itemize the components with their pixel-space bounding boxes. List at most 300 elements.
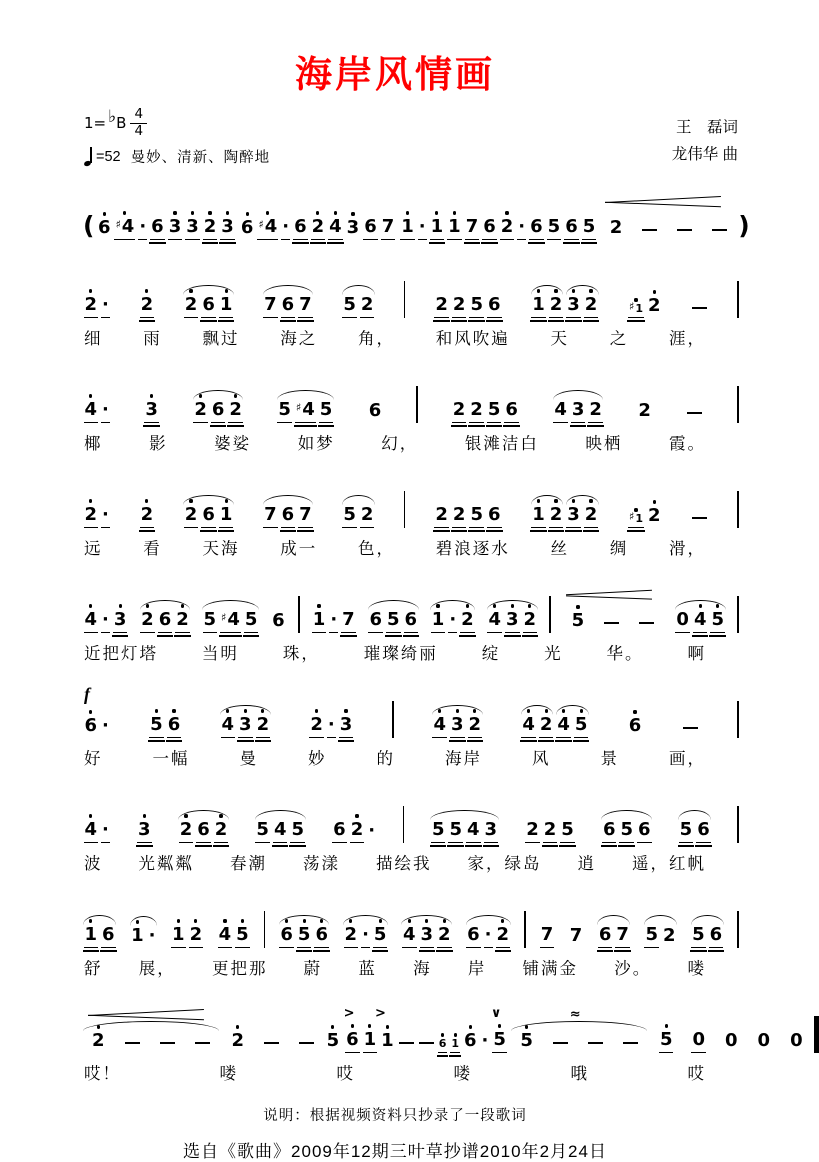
note-digit: 5	[691, 925, 706, 948]
note-group	[262, 497, 315, 528]
note-digit: ·	[418, 217, 427, 240]
note	[350, 812, 365, 843]
note-group	[562, 603, 665, 633]
octave-dot	[145, 499, 148, 502]
sharp-icon: ♯	[629, 300, 635, 313]
note-digit: 5	[582, 217, 597, 240]
hairpin-line	[605, 202, 720, 208]
barline	[264, 911, 266, 948]
note-group	[465, 917, 512, 948]
music-line	[82, 579, 740, 664]
note	[452, 287, 467, 318]
lyric-syllable: 遥，红帆	[632, 855, 706, 873]
note-digit: 2	[638, 400, 651, 421]
note-digit: 6	[404, 610, 419, 633]
note-digit: ·	[138, 217, 147, 240]
barline	[737, 386, 739, 423]
note	[144, 392, 159, 423]
note	[682, 719, 699, 738]
note-digit	[603, 622, 620, 633]
note-digit	[263, 1042, 280, 1053]
note-digit: 1	[171, 925, 186, 948]
lyric-syllable: 铺满金	[522, 960, 579, 978]
lyric-syllable: 展，	[138, 960, 176, 978]
duration-dash	[160, 1042, 175, 1044]
octave-dot	[191, 211, 194, 214]
source-line: 选自《歌曲》2009年12期三叶草抄谱2010年2月24日	[183, 1142, 607, 1161]
note	[529, 209, 544, 240]
lyric-syllable: 蓝	[358, 960, 377, 978]
note-digit	[418, 1042, 435, 1053]
lyric-syllable: 沙。	[614, 960, 652, 978]
note-digit: 6	[628, 715, 642, 736]
note-digit: 2	[549, 295, 564, 318]
note-digit: ·	[101, 820, 110, 843]
lyric-syllable: 海岸	[445, 750, 482, 768]
credits-block	[672, 114, 738, 168]
note-group	[129, 918, 158, 948]
duration-dash	[692, 517, 707, 519]
crescendo-hairpin	[88, 1010, 204, 1021]
note-group	[136, 812, 154, 843]
note-group	[82, 917, 117, 948]
octave-dot	[266, 211, 269, 214]
note	[691, 299, 708, 318]
octave-dot	[653, 290, 656, 293]
note-group	[600, 210, 738, 240]
note-digit: ·	[101, 505, 110, 528]
octave-dot	[331, 1025, 334, 1028]
note	[84, 812, 99, 843]
note	[469, 497, 484, 528]
note	[326, 1023, 341, 1053]
note-digit: 3	[484, 820, 499, 843]
note	[140, 497, 155, 528]
note	[293, 209, 308, 240]
note	[101, 497, 110, 528]
note-group	[341, 497, 376, 528]
note	[363, 1022, 378, 1053]
note-digit: 6	[158, 610, 173, 633]
note-group	[433, 497, 503, 528]
note	[469, 392, 484, 423]
note-digit: 3	[238, 715, 253, 738]
note	[203, 209, 218, 240]
note-group	[450, 392, 520, 423]
barline	[737, 596, 739, 633]
note	[482, 209, 497, 240]
note-group	[341, 287, 376, 318]
note-group	[184, 209, 202, 240]
music-line	[82, 684, 740, 769]
note-digit: 3	[505, 610, 520, 633]
note	[329, 602, 338, 633]
lyricist-credit: 王 磊词	[675, 119, 738, 136]
note-digit: 7	[465, 217, 480, 240]
lyric-syllable: 蔚	[303, 960, 323, 978]
lyric-syllable: 滑，	[669, 540, 706, 558]
note-digit: 5	[710, 610, 725, 633]
octave-dot	[386, 1025, 389, 1028]
notation-row	[82, 579, 740, 633]
note-group	[138, 287, 156, 318]
note-digit: ·	[148, 925, 156, 946]
note-digit: 1	[400, 217, 415, 240]
note-digit: 5	[560, 820, 575, 843]
note-digit: 1	[131, 925, 144, 946]
note-digit: 5	[492, 1030, 507, 1053]
note	[240, 210, 255, 240]
note	[138, 209, 147, 240]
note-group	[82, 708, 111, 738]
note-group	[545, 209, 598, 240]
note-digit: 6	[240, 217, 254, 238]
note-group	[429, 602, 476, 633]
lyric-syllable: 哎	[336, 1065, 355, 1083]
lyric-row	[82, 640, 740, 664]
note-digit: ·	[368, 820, 376, 841]
note	[569, 918, 584, 948]
notation-row	[82, 369, 740, 423]
note	[504, 392, 519, 423]
note-digit: ♯ 4	[257, 217, 278, 240]
note-digit: 2	[525, 820, 540, 843]
note-digit: ♯ 4	[295, 400, 316, 423]
note-group	[524, 812, 577, 843]
note	[552, 1034, 569, 1053]
time-signature	[130, 107, 147, 139]
lyric-syllable: 看	[143, 540, 162, 558]
note	[757, 1023, 772, 1053]
lyric-syllable: 银滩洁白	[464, 435, 539, 453]
note-digit: 6	[281, 505, 296, 528]
note-digit: 1	[312, 610, 327, 633]
note-digit: 2	[360, 505, 375, 528]
note	[346, 210, 361, 240]
note-group	[690, 509, 710, 528]
note-digit: 3	[450, 715, 465, 738]
note-digit: 4	[521, 715, 536, 738]
note-group	[82, 497, 111, 528]
octave-dot	[406, 211, 409, 214]
note	[452, 497, 467, 528]
octave-dot	[351, 1024, 354, 1027]
note-group	[324, 1023, 342, 1053]
note-digit: 6	[466, 925, 481, 948]
note	[659, 1022, 674, 1053]
note-group	[148, 707, 183, 738]
note-digit: 1	[431, 610, 446, 633]
note-digit: 4	[432, 715, 447, 738]
note	[492, 1022, 507, 1053]
notation-row	[82, 789, 740, 843]
note	[194, 1034, 211, 1053]
note-group	[276, 392, 335, 423]
note-digit: 5	[487, 400, 502, 423]
note-group	[82, 392, 111, 423]
lyric-syllable: 家，绿岛	[467, 855, 542, 873]
note-digit: ♯ 4	[114, 217, 135, 240]
note-digit: 4	[221, 715, 236, 738]
note-digit	[691, 517, 708, 528]
note	[150, 209, 165, 240]
time-numerator: 4	[130, 107, 147, 124]
octave-dot	[89, 814, 92, 817]
note-group	[82, 287, 111, 318]
note	[525, 812, 540, 843]
duration-dash	[692, 307, 707, 309]
sharp-icon: ♯	[295, 401, 302, 414]
lyric-syllable: 更把那	[211, 960, 268, 978]
note-digit: ·	[327, 715, 336, 738]
ornament-mark: ∨	[490, 1006, 510, 1021]
octave-dot	[241, 919, 244, 922]
note-digit: 6	[196, 820, 211, 843]
lyric-syllable: 之	[609, 330, 629, 348]
note	[647, 288, 662, 318]
note-digit: 3	[144, 400, 159, 423]
note	[434, 287, 449, 318]
note-digit: 3	[346, 217, 360, 238]
note-digit: 2	[92, 1030, 105, 1051]
note-digit: 5	[235, 925, 250, 948]
note-digit	[587, 1042, 604, 1053]
hairpin-line	[88, 1015, 203, 1021]
note-digit: 4	[328, 217, 343, 240]
note-digit: 0	[691, 1030, 706, 1053]
note-digit: 6	[363, 217, 378, 240]
lyric-syllable: 碧浪逐水	[435, 540, 510, 558]
note-group	[113, 209, 166, 240]
note-digit: 5	[277, 400, 292, 423]
lyric-syllable: 光	[544, 645, 563, 663]
barline	[737, 281, 739, 318]
note	[500, 209, 515, 240]
lyric-syllable: 当明	[201, 645, 239, 663]
ornament-mark: ≈	[569, 1007, 589, 1022]
note	[381, 209, 396, 240]
note-digit: 0	[790, 1030, 803, 1051]
note-group	[344, 210, 362, 240]
note	[84, 497, 99, 528]
duration-dash	[687, 412, 702, 414]
note	[140, 287, 155, 318]
octave-dot	[576, 605, 579, 608]
octave-dot	[89, 710, 92, 713]
note-digit: 1	[447, 217, 462, 240]
octave-dot	[119, 604, 122, 607]
note-digit: ·	[102, 715, 109, 736]
note	[676, 221, 693, 240]
note-digit: 2	[184, 295, 199, 318]
octave-dot	[143, 814, 146, 817]
note-digit: 6	[368, 610, 383, 633]
note	[691, 509, 708, 528]
note-group	[596, 917, 631, 948]
note-group	[690, 917, 725, 948]
note	[368, 393, 383, 423]
note-digit	[686, 412, 703, 423]
lyric-syllable: 天海	[202, 540, 240, 558]
note-digit: 6	[281, 295, 296, 318]
footnote: 说明：根据视频资料只抄录了一段歌词	[263, 1108, 527, 1124]
lyric-syllable: 景	[600, 750, 619, 768]
lyric-syllable: 丝	[550, 540, 569, 558]
note-digit: 4	[218, 925, 233, 948]
note-digit: ·	[329, 610, 338, 633]
note-group	[674, 602, 727, 633]
octave-dot	[89, 604, 92, 607]
note-digit: 6	[368, 400, 382, 421]
octave-dot	[633, 710, 636, 713]
note	[137, 812, 152, 843]
duration-dash	[419, 1042, 434, 1044]
note-group	[254, 812, 307, 843]
lyric-syllable: 的	[376, 750, 395, 768]
note-digit: 6	[293, 217, 308, 240]
note-group	[216, 917, 251, 948]
note	[691, 1022, 706, 1053]
note-digit: ·	[484, 925, 493, 948]
expression-text: 曼妙、清新、陶醉地	[130, 150, 271, 166]
note	[447, 209, 462, 240]
note-group	[446, 209, 499, 240]
note-digit: 2	[140, 295, 155, 318]
note-group	[143, 392, 161, 423]
note-digit: 7	[615, 925, 630, 948]
lyric-syllable: 华。	[606, 645, 644, 663]
lyric-syllable: 海	[413, 960, 432, 978]
note-digit: 5	[255, 820, 270, 843]
note-group	[650, 1022, 813, 1053]
octave-dot	[89, 499, 92, 502]
lyric-syllable: 喽	[687, 960, 706, 978]
note-group	[627, 288, 664, 318]
note-digit: 2	[539, 715, 554, 738]
note-group	[308, 707, 355, 738]
note	[380, 1023, 395, 1053]
note-digit: 6	[602, 820, 617, 843]
note-group	[685, 404, 705, 423]
note-digit: 4	[84, 610, 99, 633]
lyric-syllable: 春潮	[230, 855, 267, 873]
note-digit: 2	[179, 820, 194, 843]
note-digit: ·	[448, 610, 457, 633]
octave-dot	[208, 211, 211, 214]
note-digit: 4	[273, 820, 288, 843]
lyric-syllable: 妙	[308, 750, 327, 768]
note-digit: 7	[540, 925, 555, 948]
note-group	[238, 210, 256, 240]
note-group	[343, 1006, 394, 1053]
note-group	[310, 602, 357, 633]
octave-dot	[505, 211, 508, 214]
note-group	[177, 812, 230, 843]
octave-dot	[177, 919, 180, 922]
music-line	[82, 894, 740, 979]
note-digit: 5	[386, 610, 401, 633]
note-digit: 2	[311, 217, 326, 240]
note-digit: 3	[566, 505, 581, 528]
note-digit: 2	[663, 925, 676, 946]
note-digit: 2	[434, 295, 449, 318]
note-digit: 1	[531, 505, 546, 528]
lyric-syllable: 婆娑	[214, 435, 252, 453]
note-group	[82, 1023, 220, 1053]
note-group	[82, 602, 129, 633]
note	[101, 392, 110, 423]
lyric-syllable: 曼	[239, 750, 258, 768]
note-digit	[159, 1042, 176, 1053]
note	[328, 209, 343, 240]
note	[398, 1034, 415, 1053]
lyric-syllable: 和风吹遍	[435, 330, 510, 348]
note-digit: 6	[482, 217, 497, 240]
note-digit: ·	[481, 1030, 489, 1051]
note-group	[433, 287, 503, 318]
lyric-syllable: 波	[84, 855, 103, 873]
octave-dot	[435, 211, 438, 214]
duration-dash	[399, 1042, 414, 1044]
octave-dot	[150, 394, 153, 397]
lyric-syllable: 哎！	[84, 1065, 121, 1083]
note-digit: 2	[189, 925, 204, 948]
note-digit: 3	[137, 820, 152, 843]
tempo-value: =52	[96, 148, 121, 165]
octave-dot	[316, 211, 319, 214]
note-digit: 5	[244, 610, 259, 633]
lyric-row	[82, 745, 740, 769]
flat-icon: ♭	[108, 107, 117, 127]
octave-dot	[355, 814, 358, 817]
note-group	[643, 917, 678, 948]
lyric-syllable: 好	[84, 750, 103, 768]
note	[189, 917, 204, 948]
quarter-note-icon	[84, 147, 93, 166]
note-group	[429, 812, 499, 843]
meta-block	[84, 105, 738, 184]
note	[481, 1023, 490, 1053]
note-digit: 1	[84, 925, 99, 948]
note-digit: 2	[203, 217, 218, 240]
note-digit: 3	[185, 217, 200, 240]
note-digit: 6	[464, 1030, 477, 1051]
note-digit: 3	[168, 217, 183, 240]
note-digit: 6	[504, 400, 519, 423]
note-group	[490, 1006, 510, 1053]
duration-dash	[604, 622, 619, 624]
note	[271, 603, 286, 633]
note-group	[567, 918, 585, 948]
note	[628, 507, 644, 528]
note-digit: 7	[263, 295, 278, 318]
barline	[298, 596, 300, 633]
note-digit: 5	[679, 820, 694, 843]
note-digit	[711, 229, 728, 240]
note-group	[182, 287, 235, 318]
note	[97, 210, 112, 240]
barline	[737, 911, 739, 948]
lyric-syllable: 涯，	[669, 330, 706, 348]
note	[84, 392, 99, 423]
note-digit: 5	[659, 1030, 674, 1053]
notation-row	[82, 684, 740, 738]
dynamic-mark: f	[84, 684, 90, 704]
lyric-syllable: 绸	[609, 540, 629, 558]
octave-dot	[498, 1024, 501, 1027]
note-digit: 2	[460, 610, 475, 633]
note-digit: 1	[219, 295, 234, 318]
